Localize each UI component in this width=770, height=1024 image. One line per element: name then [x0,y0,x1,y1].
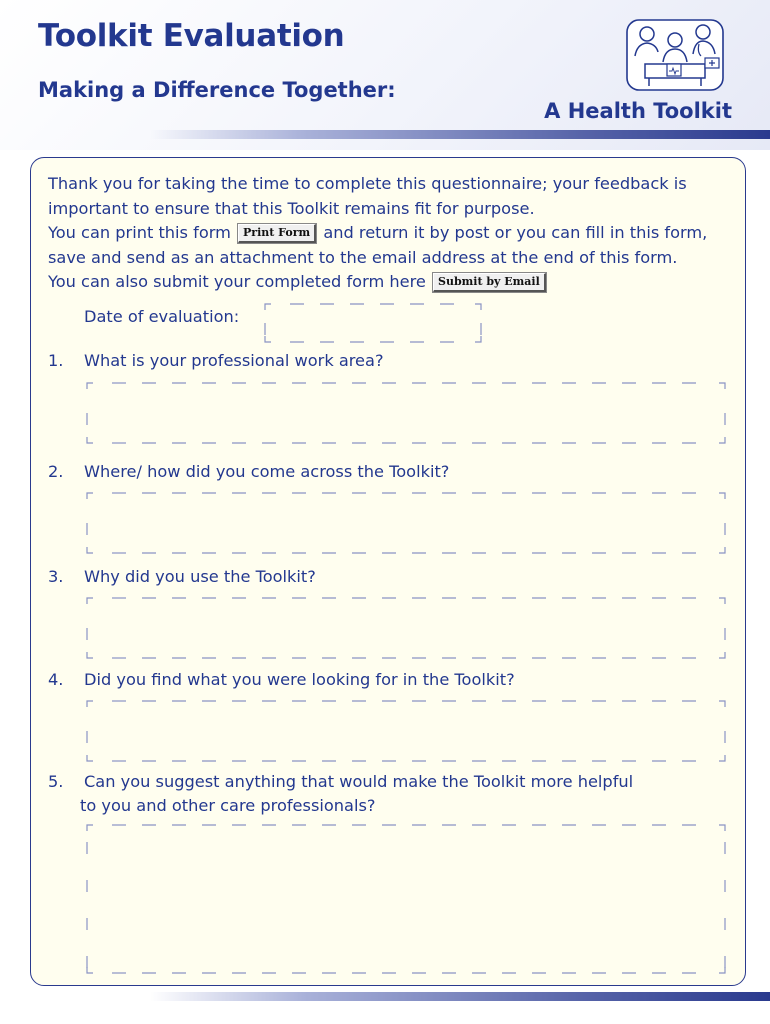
submit-by-email-button[interactable]: Submit by Email [433,273,546,292]
field-corner-top-right [719,383,725,389]
question-5-number: 5. [48,772,64,791]
question-4-text: Did you find what you were looking for in the Toolkit? [84,670,515,689]
intro-print-lead: You can print this form [48,223,231,242]
field-corner-bottom-right [719,547,725,553]
intro-paragraph-3 [48,270,738,295]
question-2-number: 2. [48,462,64,481]
question-2-text: Where/ how did you come across the Toolkit? [84,462,450,481]
field-corner-bottom-left [87,652,93,658]
question-4-answer-input[interactable] [96,708,716,754]
print-form-button[interactable]: Print Form [238,224,316,243]
date-input[interactable] [274,311,472,335]
question-5-text-line-1: Can you suggest anything that would make the Toolkit more helpful [84,772,634,791]
field-corner-bottom-left [87,755,93,761]
intro-paragraph-1: Thank you for taking the time to complete this questionnaire; your feedback is important to ensure that this Toolkit remains fit for purpose. [48,174,687,218]
toolkit-name: A Health Toolkit [544,99,732,123]
intro-text [48,172,738,295]
intro-print-trail: and return it by post or you can fill in this form, save and send as an attachment to the email address at the end of this form. [48,223,708,267]
question-1-answer-field[interactable] [86,382,726,444]
field-corner-top-left [87,493,93,499]
field-corner-bottom-right [719,755,725,761]
field-corner-bottom-right [475,336,481,342]
field-corner-bottom-left [87,547,93,553]
question-5-answer-field[interactable] [86,824,726,974]
field-corner-top-left [87,598,93,604]
question-1-text: What is your professional work area? [84,351,384,370]
field-corner-top-left [265,304,271,310]
field-corner-top-left [87,825,93,831]
question-2-answer-field[interactable] [86,492,726,554]
field-corner-bottom-left [87,437,93,443]
question-5-answer-input[interactable] [96,832,716,966]
question-4-answer-field[interactable] [86,700,726,762]
page-subtitle: Making a Difference Together: [38,78,396,102]
date-field[interactable] [264,303,482,343]
question-2-answer-input[interactable] [96,500,716,546]
field-corner-top-right [475,304,481,310]
question-1-number: 1. [48,351,64,370]
field-corner-top-right [719,493,725,499]
question-5-text-line-2: to you and other care professionals? [80,796,376,815]
field-corner-top-left [87,383,93,389]
question-3-text: Why did you use the Toolkit? [84,567,316,586]
field-corner-bottom-right [719,967,725,973]
field-corner-bottom-right [719,437,725,443]
field-corner-bottom-right [719,652,725,658]
field-corner-bottom-left [87,967,93,973]
field-corner-top-right [719,598,725,604]
question-1-answer-input[interactable] [96,390,716,436]
date-label: Date of evaluation: [84,307,240,326]
care-team-logo-icon [625,18,725,92]
question-3-number: 3. [48,567,64,586]
field-corner-top-right [719,701,725,707]
field-corner-top-right [719,825,725,831]
page-title: Toolkit Evaluation [38,18,345,54]
question-3-answer-field[interactable] [86,597,726,659]
field-corner-top-left [87,701,93,707]
question-4-number: 4. [48,670,64,689]
intro-submit-lead: You can also submit your completed form here [48,272,426,291]
footer-divider [150,992,770,1001]
intro-paragraph-2 [48,221,738,270]
header-divider [150,130,770,139]
field-corner-bottom-left [265,336,271,342]
question-3-answer-input[interactable] [96,605,716,651]
